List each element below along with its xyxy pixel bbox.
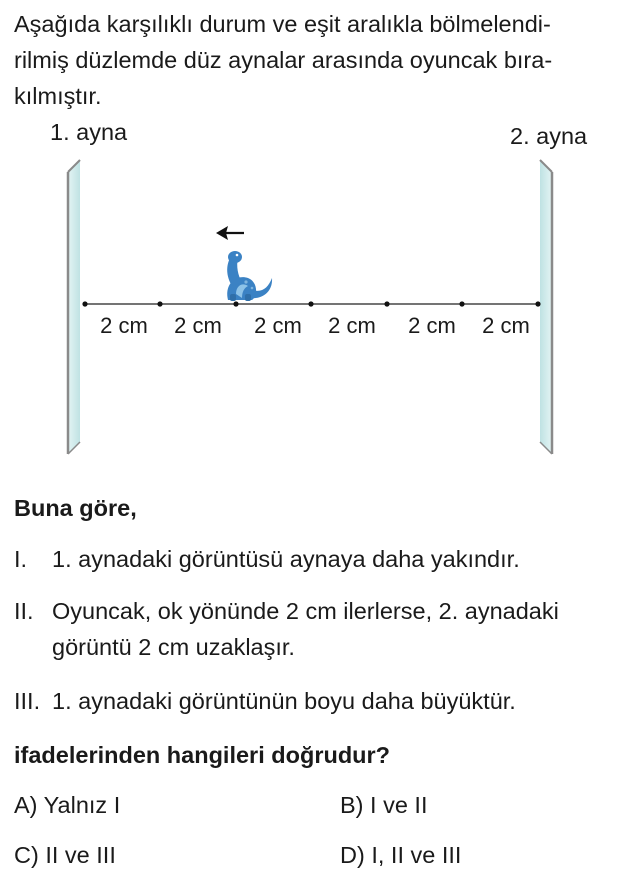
mirror-2-label: 2. ayna (510, 123, 588, 149)
question-prompt: ifadelerinden hangileri doğrudur? (14, 742, 391, 768)
segment-label: 2 cm (174, 313, 222, 338)
statement-text: Oyuncak, ok yönünde 2 cm ilerlerse, 2. aynadaki (52, 598, 559, 624)
mirror-1 (68, 160, 80, 454)
option-c[interactable]: C) II ve III (14, 842, 116, 868)
statement-text: görüntü 2 cm uzaklaşır. (52, 634, 295, 660)
intro-line: rilmiş düzlemde düz aynalar arasında oyuncak bıra- (14, 47, 553, 73)
statement-number: I. (14, 546, 28, 572)
intro-line: kılmıştır. (14, 83, 102, 109)
statement-number: II. (14, 598, 34, 624)
option-d[interactable]: D) I, II ve III (340, 842, 462, 868)
intro-line: Aşağıda karşılıklı durum ve eşit aralıkla bölmelendi- (14, 11, 551, 37)
segment-label: 2 cm (482, 313, 530, 338)
tick-dot (157, 301, 162, 306)
dinosaur-icon (227, 251, 272, 301)
tick-dot (82, 301, 87, 306)
statement-number: III. (14, 688, 41, 714)
tick-dot (384, 301, 389, 306)
question-lead: Buna göre, (14, 495, 137, 521)
arrow-left-icon (216, 226, 244, 240)
segment-label: 2 cm (328, 313, 376, 338)
option-b[interactable]: B) I ve II (340, 792, 428, 818)
mirror-2 (540, 160, 552, 454)
option-a[interactable]: A) Yalnız I (14, 792, 121, 818)
tick-dot (233, 301, 238, 306)
tick-dot (308, 301, 313, 306)
segment-label: 2 cm (100, 313, 148, 338)
segment-label: 2 cm (254, 313, 302, 338)
statement-text: 1. aynadaki görüntüsü aynaya daha yakındır. (52, 546, 520, 572)
segment-label: 2 cm (408, 313, 456, 338)
tick-dot (535, 301, 540, 306)
statement-text: 1. aynadaki görüntünün boyu daha büyüktür. (52, 688, 516, 714)
tick-dot (459, 301, 464, 306)
mirror-1-label: 1. ayna (50, 119, 128, 145)
